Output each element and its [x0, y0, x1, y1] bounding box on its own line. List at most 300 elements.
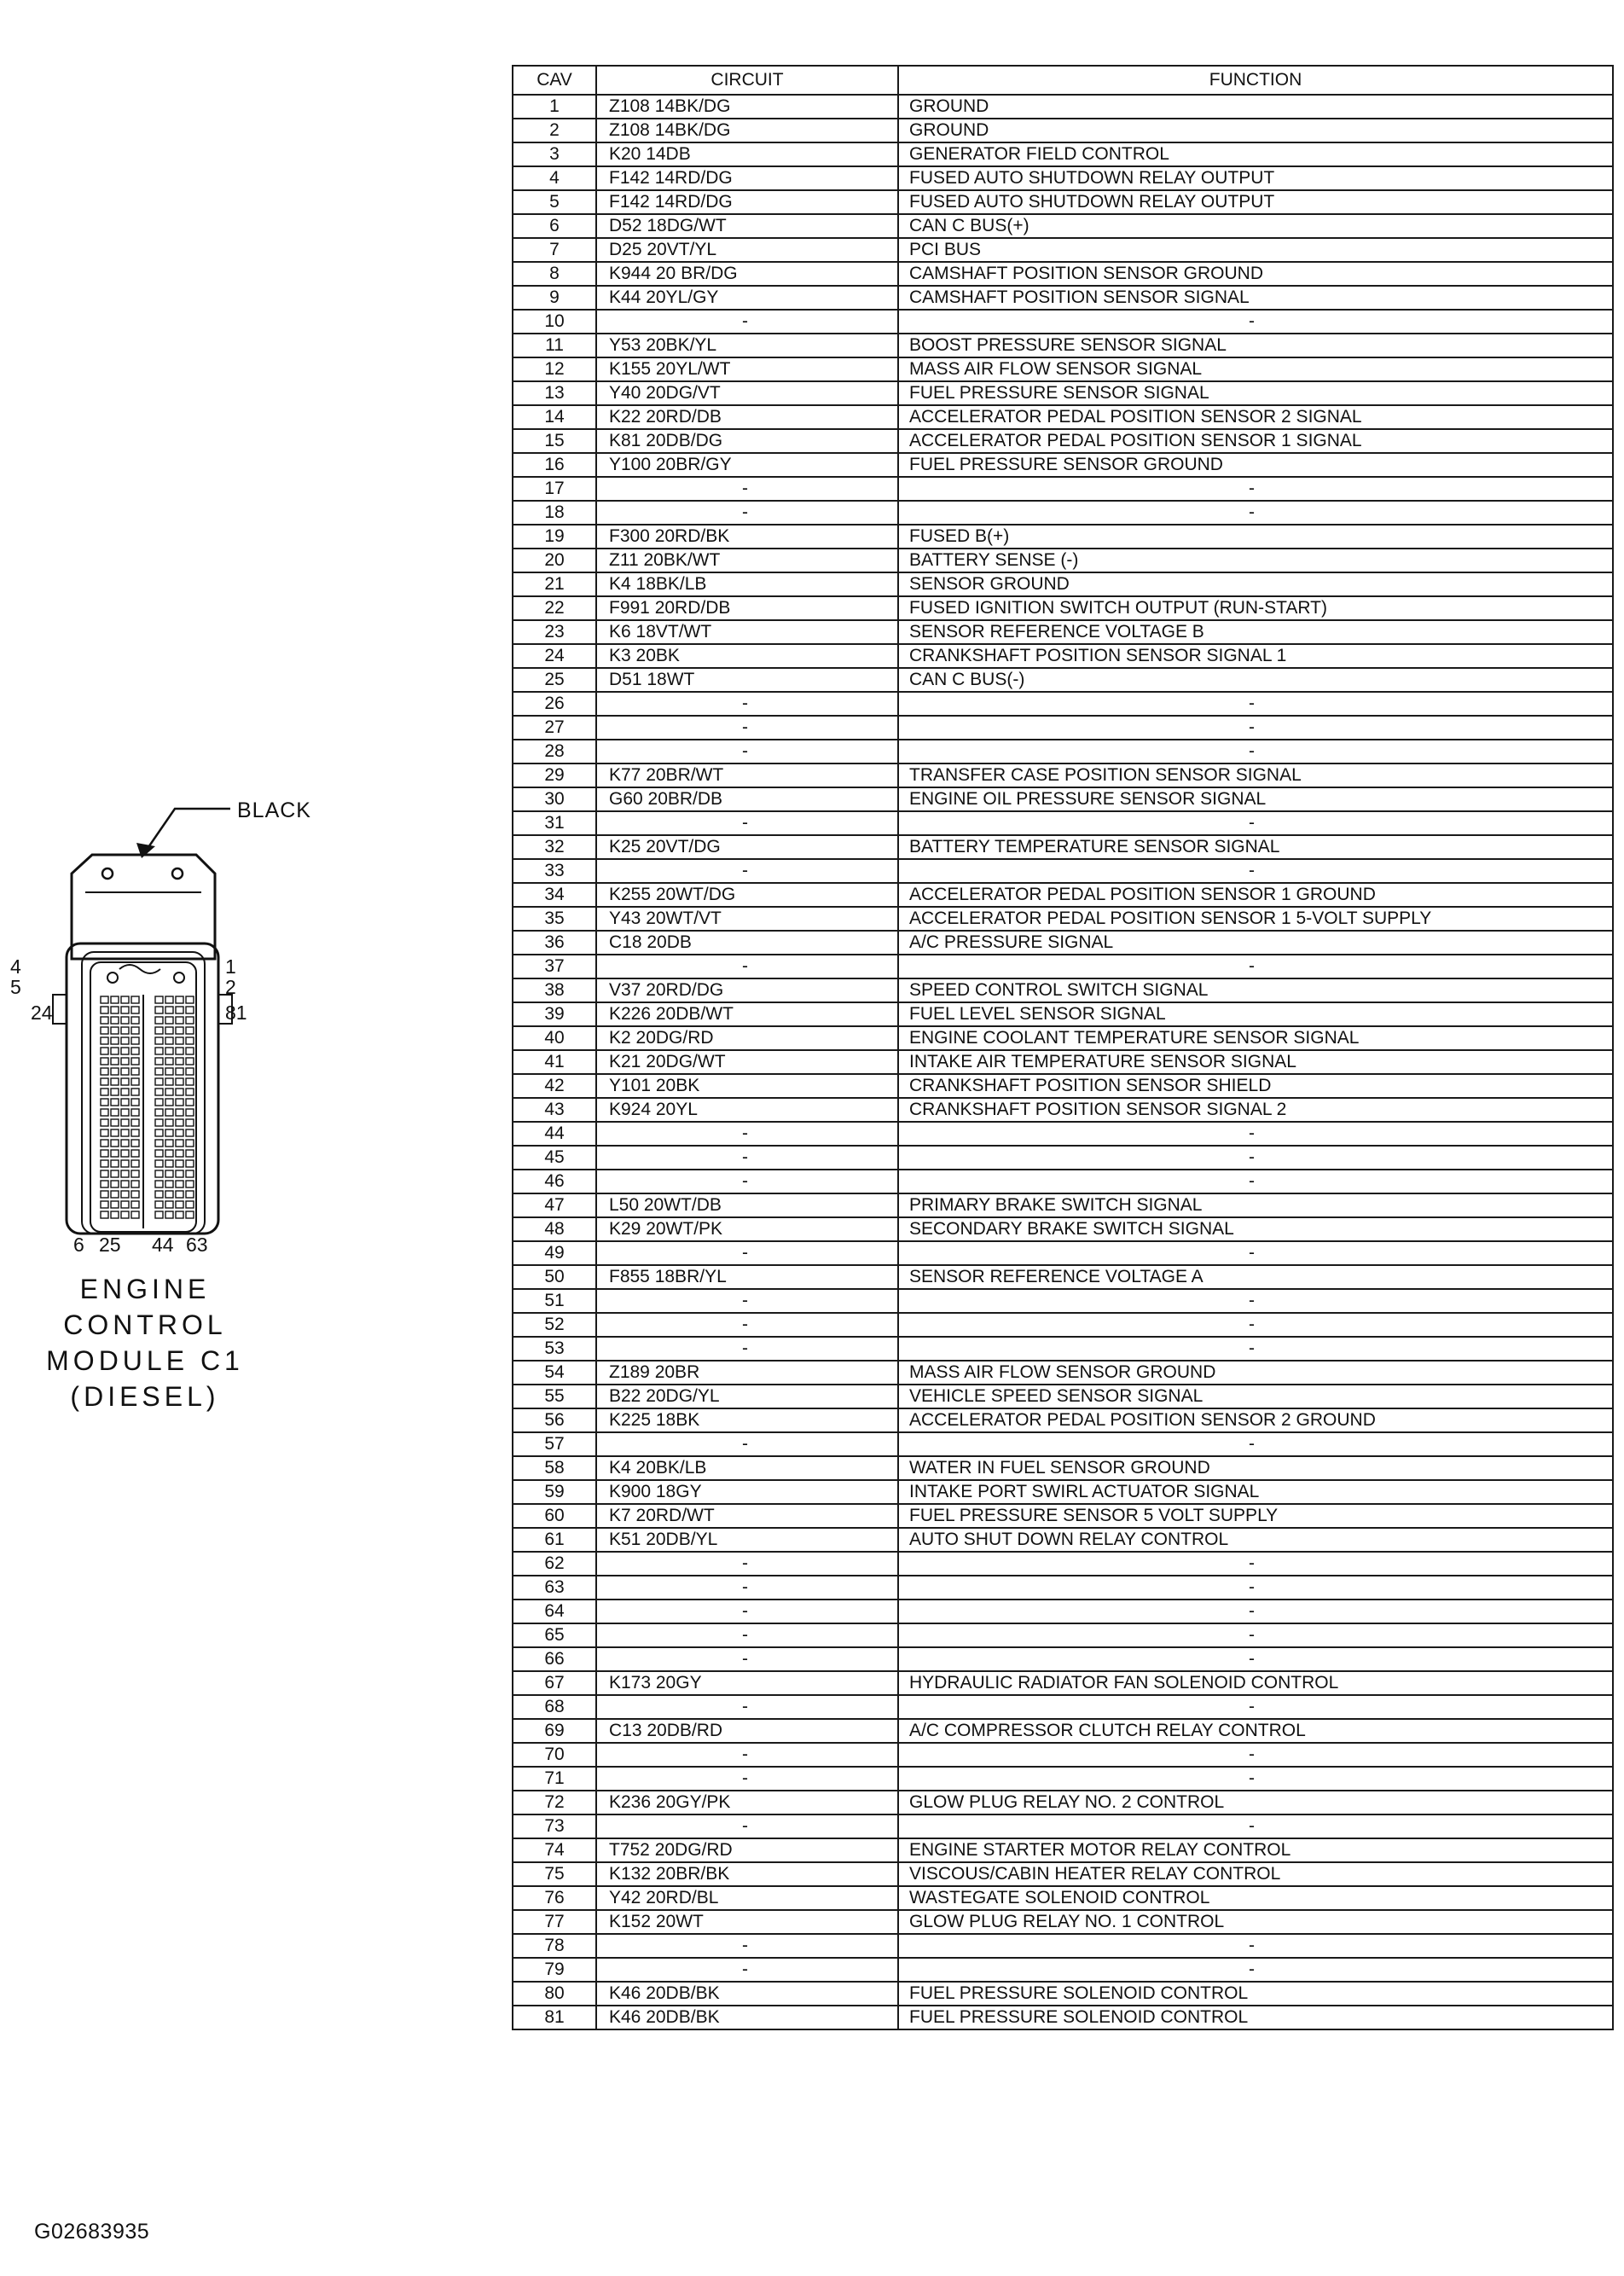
pin-cavity: [121, 1078, 129, 1085]
table-row: [513, 1480, 1613, 1504]
pin-cavity: [111, 1078, 119, 1085]
cav-cell: 47: [513, 1193, 596, 1217]
cav-cell: 42: [513, 1074, 596, 1098]
circuit-cell: -: [596, 1576, 898, 1600]
pin-cavity: [155, 1119, 163, 1126]
pin-cavity: [121, 1191, 129, 1198]
pin-cavity: [186, 1058, 194, 1065]
pin-cavity: [165, 1048, 173, 1054]
table-row: [513, 1146, 1613, 1170]
cav-cell: 18: [513, 501, 596, 525]
table-row: [513, 1241, 1613, 1265]
pin-cavity: [176, 1150, 183, 1157]
cav-cell: 44: [513, 1122, 596, 1146]
function-cell: CRANKSHAFT POSITION SENSOR SHIELD: [898, 1074, 1613, 1098]
pin-cavity: [131, 1017, 139, 1024]
pin-cavity: [155, 1191, 163, 1198]
circuit-cell: L50 20WT/DB: [596, 1193, 898, 1217]
table-row: [513, 1982, 1613, 2006]
table-row: [513, 453, 1613, 477]
pin-cavity: [186, 1150, 194, 1157]
circuit-cell: K46 20DB/BK: [596, 1982, 898, 2006]
circuit-cell: -: [596, 1743, 898, 1767]
table-row: [513, 931, 1613, 955]
cav-cell: 74: [513, 1838, 596, 1862]
pin-cavity: [101, 1078, 108, 1085]
cav-cell: 43: [513, 1098, 596, 1122]
function-cell: SECONDARY BRAKE SWITCH SIGNAL: [898, 1217, 1613, 1241]
circuit-cell: -: [596, 859, 898, 883]
pin-cavity: [165, 1140, 173, 1147]
circuit-cell: -: [596, 1695, 898, 1719]
cav-cell: 69: [513, 1719, 596, 1743]
table-row: [513, 1002, 1613, 1026]
circuit-cell: -: [596, 692, 898, 716]
cav-cell: 37: [513, 955, 596, 978]
pin-cavity: [121, 996, 129, 1003]
pin-cavity: [186, 1048, 194, 1054]
pin-cavity: [155, 996, 163, 1003]
table-row: [513, 907, 1613, 931]
table-row: [513, 1791, 1613, 1814]
table-row: [513, 883, 1613, 907]
connector-diagram: [0, 768, 478, 1450]
cav-cell: 40: [513, 1026, 596, 1050]
pin-cavity: [155, 1211, 163, 1218]
table-row: [513, 1671, 1613, 1695]
pin-cavity: [186, 1007, 194, 1013]
circuit-cell: Z108 14BK/DG: [596, 95, 898, 119]
cav-cell: 6: [513, 214, 596, 238]
pin-cavity: [176, 1099, 183, 1106]
cav-cell: 33: [513, 859, 596, 883]
pin-cavity: [176, 1211, 183, 1218]
cav-cell: 17: [513, 477, 596, 501]
pin-label-bottom-3: 44: [152, 1234, 174, 1256]
function-cell: CAN C BUS(-): [898, 668, 1613, 692]
pin-cavity: [121, 1017, 129, 1024]
cav-cell: 55: [513, 1385, 596, 1408]
circuit-cell: Y100 20BR/GY: [596, 453, 898, 477]
circuit-cell: K2 20DG/RD: [596, 1026, 898, 1050]
pin-cavity: [176, 1160, 183, 1167]
pin-cavity: [131, 1058, 139, 1065]
pin-cavity: [111, 1027, 119, 1034]
circuit-cell: K22 20RD/DB: [596, 405, 898, 429]
function-cell: -: [898, 310, 1613, 334]
circuit-cell: K173 20GY: [596, 1671, 898, 1695]
pin-cavity: [186, 1201, 194, 1208]
circuit-cell: Y40 20DG/VT: [596, 381, 898, 405]
circuit-cell: -: [596, 1432, 898, 1456]
circuit-cell: K255 20WT/DG: [596, 883, 898, 907]
pin-cavity: [101, 1170, 108, 1177]
pin-cavity: [121, 1160, 129, 1167]
cav-cell: 67: [513, 1671, 596, 1695]
pin-cavity: [121, 1170, 129, 1177]
function-cell: -: [898, 1767, 1613, 1791]
table-row: [513, 1719, 1613, 1743]
function-cell: VEHICLE SPEED SENSOR SIGNAL: [898, 1385, 1613, 1408]
function-cell: MASS AIR FLOW SENSOR SIGNAL: [898, 357, 1613, 381]
pin-cavity: [111, 1201, 119, 1208]
cav-cell: 58: [513, 1456, 596, 1480]
pin-cavity: [101, 1140, 108, 1147]
module-title: [17, 1271, 273, 1414]
table-row: [513, 310, 1613, 334]
circuit-cell: Z189 20BR: [596, 1361, 898, 1385]
pin-cavity: [121, 1140, 129, 1147]
function-cell: ACCELERATOR PEDAL POSITION SENSOR 1 5-VOLT SUPPLY: [898, 907, 1613, 931]
circuit-cell: K7 20RD/WT: [596, 1504, 898, 1528]
cav-cell: 27: [513, 716, 596, 740]
table-row: [513, 1170, 1613, 1193]
cav-cell: 25: [513, 668, 596, 692]
pin-cavity: [111, 1089, 119, 1095]
function-cell: FUEL LEVEL SENSOR SIGNAL: [898, 1002, 1613, 1026]
cav-cell: 36: [513, 931, 596, 955]
cav-cell: 16: [513, 453, 596, 477]
function-cell: -: [898, 1170, 1613, 1193]
pin-cavity: [176, 1027, 183, 1034]
pin-cavity: [121, 1150, 129, 1157]
pin-cavity: [111, 1119, 119, 1126]
pin-cavity: [111, 1017, 119, 1024]
circuit-cell: -: [596, 1170, 898, 1193]
function-cell: ACCELERATOR PEDAL POSITION SENSOR 1 GROUND: [898, 883, 1613, 907]
pin-cavity: [165, 1078, 173, 1085]
table-row: [513, 1576, 1613, 1600]
pin-cavity: [121, 1007, 129, 1013]
pin-cavity: [101, 1211, 108, 1218]
function-cell: CAN C BUS(+): [898, 214, 1613, 238]
function-cell: FUEL PRESSURE SENSOR SIGNAL: [898, 381, 1613, 405]
circuit-cell: D51 18WT: [596, 668, 898, 692]
function-cell: -: [898, 1241, 1613, 1265]
table-row: [513, 262, 1613, 286]
circuit-cell: Z108 14BK/DG: [596, 119, 898, 142]
cav-cell: 75: [513, 1862, 596, 1886]
pin-cavity: [101, 1191, 108, 1198]
pin-cavity: [121, 1068, 129, 1075]
pin-cavity: [186, 1211, 194, 1218]
table-row: [513, 1050, 1613, 1074]
table-row: [513, 620, 1613, 644]
cav-cell: 3: [513, 142, 596, 166]
table-row: [513, 1886, 1613, 1910]
table-row: [513, 1098, 1613, 1122]
function-cell: -: [898, 1122, 1613, 1146]
circuit-cell: -: [596, 501, 898, 525]
cav-cell: 73: [513, 1814, 596, 1838]
pin-cavity: [155, 1078, 163, 1085]
pin-cavity: [111, 1129, 119, 1136]
function-cell: -: [898, 1289, 1613, 1313]
pin-cavity: [121, 1119, 129, 1126]
module-title-line-3: MODULE C1: [46, 1345, 244, 1376]
circuit-cell: -: [596, 1337, 898, 1361]
circuit-cell: Y53 20BK/YL: [596, 334, 898, 357]
table-row: [513, 1289, 1613, 1313]
circuit-cell: K132 20BR/BK: [596, 1862, 898, 1886]
function-cell: ENGINE OIL PRESSURE SENSOR SIGNAL: [898, 787, 1613, 811]
circuit-cell: K29 20WT/PK: [596, 1217, 898, 1241]
cav-cell: 77: [513, 1910, 596, 1934]
pin-cavity: [155, 1058, 163, 1065]
function-cell: GLOW PLUG RELAY NO. 1 CONTROL: [898, 1910, 1613, 1934]
circuit-cell: -: [596, 1122, 898, 1146]
circuit-cell: Y101 20BK: [596, 1074, 898, 1098]
table-row: [513, 1552, 1613, 1576]
pin-cavity: [155, 1068, 163, 1075]
circuit-cell: V37 20RD/DG: [596, 978, 898, 1002]
circuit-cell: D25 20VT/YL: [596, 238, 898, 262]
table-row: [513, 2006, 1613, 2029]
pin-cavity: [111, 1109, 119, 1116]
table-row: [513, 1814, 1613, 1838]
cav-cell: 79: [513, 1958, 596, 1982]
function-cell: -: [898, 1934, 1613, 1958]
table-row: [513, 405, 1613, 429]
pin-cavity: [121, 1109, 129, 1116]
pin-cavity: [186, 1099, 194, 1106]
table-row: [513, 811, 1613, 835]
circuit-cell: -: [596, 1289, 898, 1313]
pin-cavity: [101, 1129, 108, 1136]
pin-cavity: [101, 1048, 108, 1054]
pin-cavity: [165, 1201, 173, 1208]
table-row: [513, 1193, 1613, 1217]
function-cell: -: [898, 1600, 1613, 1623]
pin-cavity: [131, 1191, 139, 1198]
pin-cavity: [131, 1150, 139, 1157]
pin-label-right-bot: 81: [225, 1002, 247, 1024]
pin-cavity: [165, 1170, 173, 1177]
pin-label-right-mid: 2: [225, 976, 236, 998]
table-row: [513, 787, 1613, 811]
table-row: [513, 978, 1613, 1002]
pin-cavity: [186, 1119, 194, 1126]
cav-cell: 61: [513, 1528, 596, 1552]
circuit-cell: K25 20VT/DG: [596, 835, 898, 859]
circuit-cell: C13 20DB/RD: [596, 1719, 898, 1743]
module-title-line-4: (DIESEL): [70, 1381, 220, 1412]
cav-cell: 50: [513, 1265, 596, 1289]
circuit-cell: K155 20YL/WT: [596, 357, 898, 381]
function-cell: TRANSFER CASE POSITION SENSOR SIGNAL: [898, 764, 1613, 787]
table-row: [513, 644, 1613, 668]
circuit-cell: K21 20DG/WT: [596, 1050, 898, 1074]
pin-cavity: [165, 1007, 173, 1013]
cav-cell: 63: [513, 1576, 596, 1600]
function-cell: GLOW PLUG RELAY NO. 2 CONTROL: [898, 1791, 1613, 1814]
cav-cell: 66: [513, 1647, 596, 1671]
function-cell: -: [898, 1337, 1613, 1361]
cav-cell: 5: [513, 190, 596, 214]
pin-cavity: [101, 996, 108, 1003]
table-row: [513, 1432, 1613, 1456]
function-cell: SPEED CONTROL SWITCH SIGNAL: [898, 978, 1613, 1002]
pin-cavity: [121, 1211, 129, 1218]
pin-cavity: [155, 1170, 163, 1177]
cav-cell: 31: [513, 811, 596, 835]
circuit-cell: -: [596, 310, 898, 334]
circuit-cell: K51 20DB/YL: [596, 1528, 898, 1552]
function-cell: MASS AIR FLOW SENSOR GROUND: [898, 1361, 1613, 1385]
pin-cavity: [155, 1109, 163, 1116]
circuit-cell: T752 20DG/RD: [596, 1838, 898, 1862]
pin-cavity: [101, 1089, 108, 1095]
pin-cavity: [165, 996, 173, 1003]
circuit-cell: F300 20RD/BK: [596, 525, 898, 549]
pin-cavity: [101, 1007, 108, 1013]
function-cell: BATTERY TEMPERATURE SENSOR SIGNAL: [898, 835, 1613, 859]
function-cell: -: [898, 716, 1613, 740]
pin-cavity: [131, 1140, 139, 1147]
pin-label-left-top: 4: [10, 955, 21, 978]
pin-cavity: [155, 1181, 163, 1187]
table-row: [513, 142, 1613, 166]
function-cell: BATTERY SENSE (-): [898, 549, 1613, 572]
circuit-cell: K4 18BK/LB: [596, 572, 898, 596]
circuit-cell: -: [596, 1814, 898, 1838]
pin-cavity: [176, 1017, 183, 1024]
cav-cell: 41: [513, 1050, 596, 1074]
table-row: [513, 1456, 1613, 1480]
table-row: [513, 501, 1613, 525]
table-row: [513, 357, 1613, 381]
pin-cavity: [131, 1068, 139, 1075]
cav-cell: 14: [513, 405, 596, 429]
table-row: [513, 381, 1613, 405]
function-cell: FUSED AUTO SHUTDOWN RELAY OUTPUT: [898, 166, 1613, 190]
pin-cavity: [186, 1089, 194, 1095]
pin-label-left-mid: 5: [10, 976, 21, 998]
table-row: [513, 1385, 1613, 1408]
pin-cavity: [155, 1089, 163, 1095]
pin-cavity: [111, 1048, 119, 1054]
cav-cell: 9: [513, 286, 596, 310]
pin-cavity: [165, 1017, 173, 1024]
circuit-cell: K236 20GY/PK: [596, 1791, 898, 1814]
function-cell: -: [898, 1552, 1613, 1576]
function-cell: FUSED AUTO SHUTDOWN RELAY OUTPUT: [898, 190, 1613, 214]
pin-cavity: [101, 1160, 108, 1167]
pin-cavity: [165, 1129, 173, 1136]
pin-cavity: [186, 1181, 194, 1187]
table-row: [513, 692, 1613, 716]
pin-cavity: [165, 1058, 173, 1065]
table-row: [513, 1838, 1613, 1862]
pin-cavity: [111, 1170, 119, 1177]
function-cell: FUEL PRESSURE SENSOR GROUND: [898, 453, 1613, 477]
cav-cell: 39: [513, 1002, 596, 1026]
function-cell: WASTEGATE SOLENOID CONTROL: [898, 1886, 1613, 1910]
pin-cavity: [111, 1068, 119, 1075]
cav-cell: 45: [513, 1146, 596, 1170]
table-row: [513, 668, 1613, 692]
circuit-cell: K225 18BK: [596, 1408, 898, 1432]
pin-cavity: [121, 1129, 129, 1136]
function-cell: CRANKSHAFT POSITION SENSOR SIGNAL 2: [898, 1098, 1613, 1122]
table-row: [513, 572, 1613, 596]
cav-cell: 32: [513, 835, 596, 859]
cav-cell: 48: [513, 1217, 596, 1241]
cav-cell: 76: [513, 1886, 596, 1910]
pin-cavity: [176, 1007, 183, 1013]
pin-cavity: [176, 996, 183, 1003]
cav-cell: 21: [513, 572, 596, 596]
pin-cavity: [121, 1037, 129, 1044]
connector-color-label: BLACK: [237, 798, 311, 822]
cav-cell: 59: [513, 1480, 596, 1504]
cav-cell: 12: [513, 357, 596, 381]
function-cell: VISCOUS/CABIN HEATER RELAY CONTROL: [898, 1862, 1613, 1886]
pin-cavity: [176, 1191, 183, 1198]
pin-cavity: [111, 1007, 119, 1013]
table-row: [513, 119, 1613, 142]
function-cell: -: [898, 859, 1613, 883]
function-cell: FUEL PRESSURE SOLENOID CONTROL: [898, 1982, 1613, 2006]
circuit-cell: G60 20BR/DB: [596, 787, 898, 811]
cav-cell: 57: [513, 1432, 596, 1456]
pin-cavity: [121, 1181, 129, 1187]
pin-cavity: [131, 1170, 139, 1177]
function-cell: -: [898, 1743, 1613, 1767]
pin-cavity: [101, 1150, 108, 1157]
circuit-cell: F142 14RD/DG: [596, 166, 898, 190]
circuit-cell: Z11 20BK/WT: [596, 549, 898, 572]
pin-cavity: [131, 1181, 139, 1187]
pin-cavity: [111, 1058, 119, 1065]
table-row: [513, 1074, 1613, 1098]
table-row: [513, 238, 1613, 262]
table-row: [513, 477, 1613, 501]
pin-cavity: [176, 1170, 183, 1177]
function-cell: -: [898, 1313, 1613, 1337]
pin-cavity: [101, 1027, 108, 1034]
function-cell: ACCELERATOR PEDAL POSITION SENSOR 1 SIGNAL: [898, 429, 1613, 453]
function-cell: -: [898, 955, 1613, 978]
circuit-cell: K44 20YL/GY: [596, 286, 898, 310]
cav-cell: 23: [513, 620, 596, 644]
function-cell: A/C COMPRESSOR CLUTCH RELAY CONTROL: [898, 1719, 1613, 1743]
table-row: [513, 1695, 1613, 1719]
cav-cell: 26: [513, 692, 596, 716]
pin-cavity: [111, 1140, 119, 1147]
table-row: [513, 1958, 1613, 1982]
cav-cell: 65: [513, 1623, 596, 1647]
table-row: [513, 1934, 1613, 1958]
cav-cell: 72: [513, 1791, 596, 1814]
cav-cell: 49: [513, 1241, 596, 1265]
function-cell: -: [898, 1958, 1613, 1982]
circuit-cell: K20 14DB: [596, 142, 898, 166]
table-row: [513, 286, 1613, 310]
pin-cavity: [176, 1037, 183, 1044]
table-row: [513, 1743, 1613, 1767]
function-cell: -: [898, 1647, 1613, 1671]
pin-cavity: [165, 1181, 173, 1187]
circuit-cell: -: [596, 1146, 898, 1170]
pin-cavity: [165, 1099, 173, 1106]
circuit-cell: K4 20BK/LB: [596, 1456, 898, 1480]
table-row: [513, 166, 1613, 190]
pin-cavity: [131, 1160, 139, 1167]
cav-cell: 20: [513, 549, 596, 572]
pin-cavity: [186, 1017, 194, 1024]
circuit-cell: K81 20DB/DG: [596, 429, 898, 453]
